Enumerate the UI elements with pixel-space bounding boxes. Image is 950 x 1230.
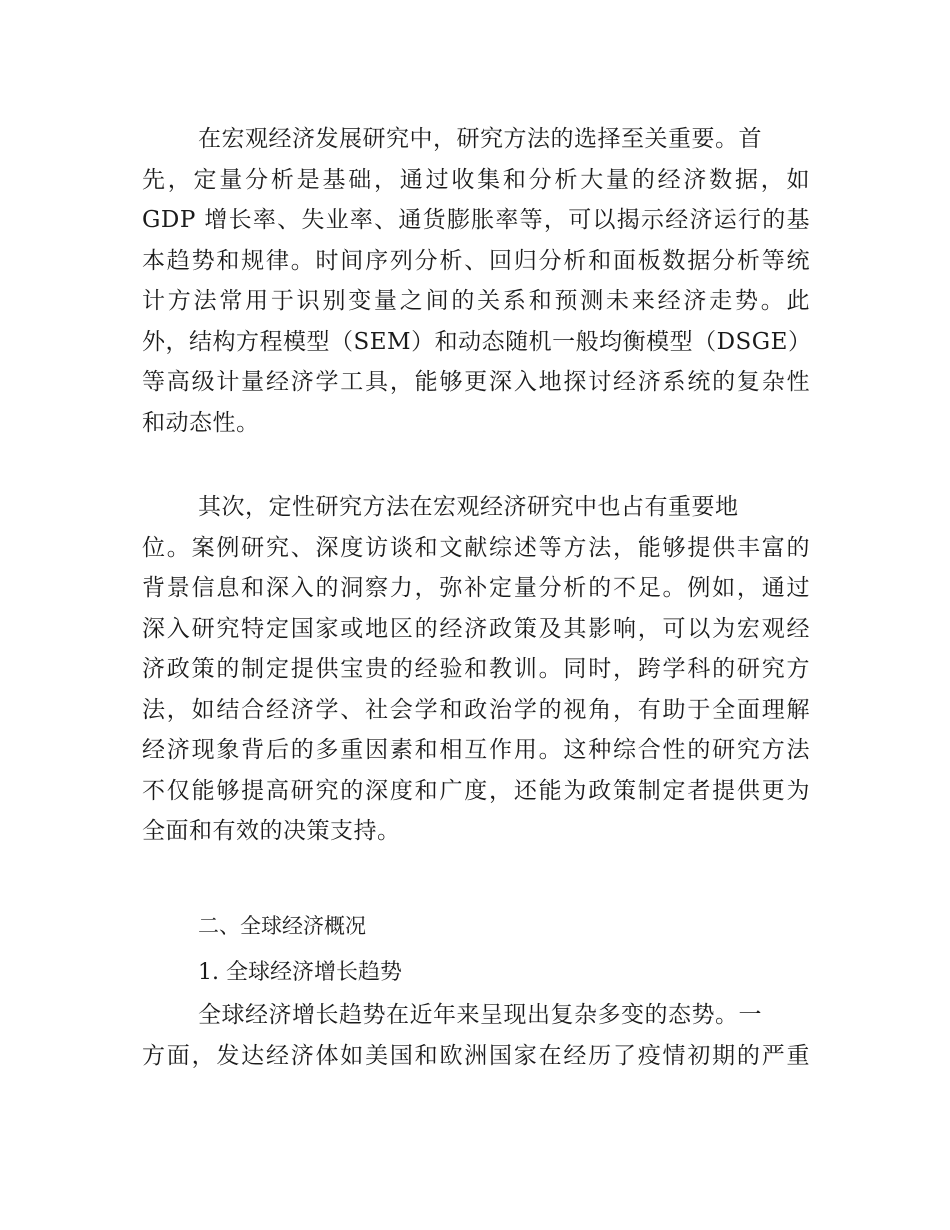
paragraph-line: 等高级计量经济学工具，能够更深入地探讨经济系统的复杂性 [142,369,810,395]
section-heading: 二、全球经济概况 [198,914,366,938]
paragraph-line: 全面和有效的决策支持。 [142,818,401,844]
paragraph-line: GDP 增长率、失业率、通货膨胀率等，可以揭示经济运行的基 [142,207,810,233]
paragraph-line: 计方法常用于识别变量之间的关系和预测未来经济走势。此 [142,288,810,314]
paragraph-line: 背景信息和深入的洞察力，弥补定量分析的不足。例如，通过 [142,575,810,601]
paragraph-line: 外，结构方程模型（SEM）和动态随机一般均衡模型（DSGE） [142,328,812,355]
paragraph-line: 位。案例研究、深度访谈和文献综述等方法，能够提供丰富的 [142,534,810,561]
paragraph-line: 不仅能够提高研究的深度和广度，还能为政策制定者提供更为 [142,777,810,804]
paragraph-research-methods-quantitative [142,119,810,443]
paragraph-line: 先，定量分析是基础，通过收集和分析大量的经济数据，如 [142,166,810,193]
paragraph-global-growth-trend [142,995,810,1076]
paragraph-line: 全球经济增长趋势在近年来呈现出复杂多变的态势。一 [198,1002,762,1028]
paragraph-line: 其次，定性研究方法在宏观经济研究中也占有重要地 [198,494,739,520]
paragraph-research-methods-qualitative [142,487,810,852]
subsection-heading: 1. 全球经济增长趋势 [198,960,402,985]
paragraph-line: 在宏观经济发展研究中，研究方法的选择至关重要。首 [198,126,762,152]
paragraph-line: 法，如结合经济学、社会学和政治学的视角，有助于全面理解 [142,696,810,723]
paragraph-line: 经济现象背后的多重因素和相互作用。这种综合性的研究方法 [142,737,810,763]
paragraph-line: 本趋势和规律。时间序列分析、回归分析和面板数据分析等统 [142,247,810,274]
paragraph-line: 济政策的制定提供宝贵的经验和教训。同时，跨学科的研究方 [142,656,810,682]
paragraph-line: 深入研究特定国家或地区的经济政策及其影响，可以为宏观经 [142,615,810,642]
paragraph-line: 和动态性。 [142,409,260,436]
paragraph-line: 方面，发达经济体如美国和欧洲国家在经历了疫情初期的严重 [142,1042,810,1069]
